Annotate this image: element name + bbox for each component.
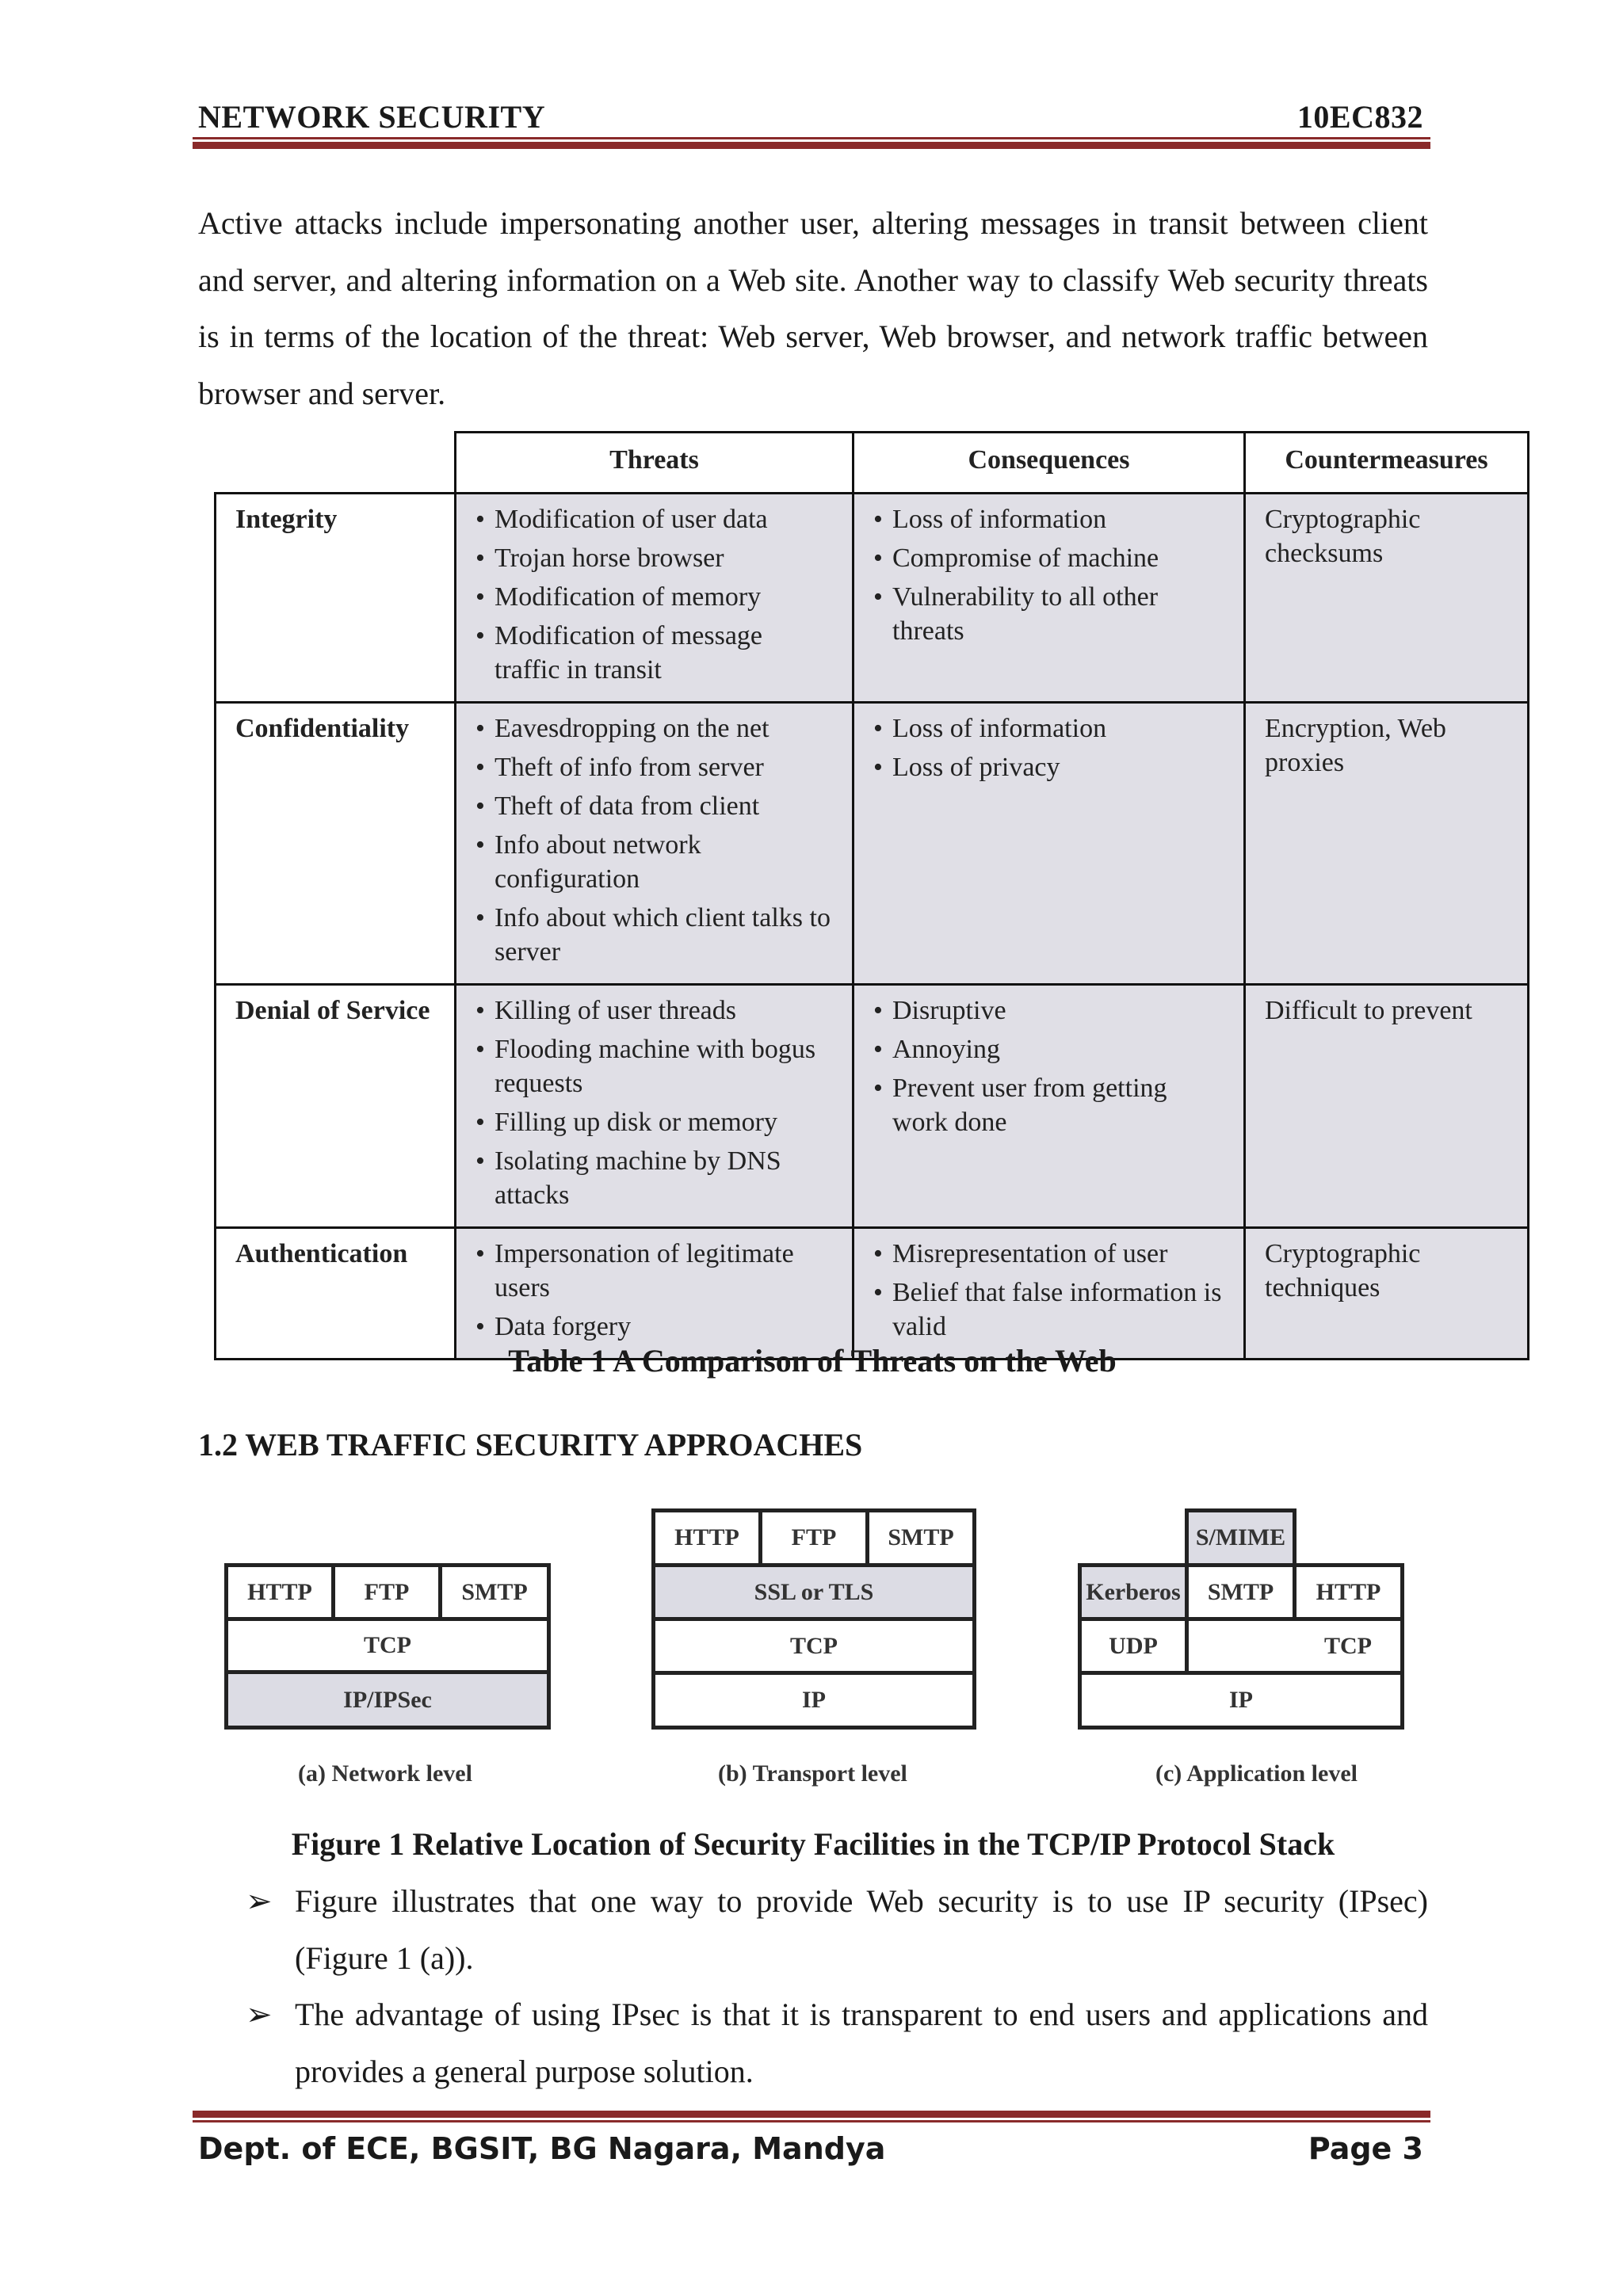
stack-a-ftp: FTP (331, 1563, 442, 1621)
stack-c-smime: S/MIME (1185, 1508, 1296, 1567)
stack-c-kerberos: Kerberos (1078, 1563, 1189, 1621)
stack-c-http: HTTP (1293, 1563, 1404, 1621)
row-category: Integrity (216, 494, 456, 703)
consequence-item: • Loss of privacy (873, 750, 1224, 784)
consequences-cell (854, 985, 1245, 1228)
stack-a-tcp: TCP (224, 1617, 551, 1674)
table-caption: Table 1 A Comparison of Threats on the Web (508, 1343, 1117, 1379)
footer-department: Dept. of ECE, BGSIT, BG Nagara, Mandya (198, 2131, 886, 2166)
threat-item: • Info about which client talks to server (475, 901, 833, 969)
consequence-item: • Compromise of machine (873, 541, 1224, 575)
threat-item: • Flooding machine with bogus requests (475, 1032, 833, 1100)
stack-b-ftp: FTP (758, 1508, 869, 1567)
threat-item: • Filling up disk or memory (475, 1105, 833, 1139)
label-network-level: (a) Network level (298, 1760, 472, 1787)
threat-item: • Modification of memory (475, 580, 833, 614)
threats-cell (456, 494, 854, 703)
table-row-confidentiality (216, 703, 1529, 985)
list-item (198, 1873, 1428, 1986)
threat-item: • Modification of user data (475, 502, 833, 536)
consequences-cell (854, 703, 1245, 985)
arrow-bullet-icon: ➢ (246, 1883, 273, 1919)
threat-item: • Info about network configuration (475, 828, 833, 896)
intro-paragraph: Active attacks include impersonating another user, altering messages in transit between client and server, and altering information on a Web site. Another way to classify Web security threats is in terms of the location of the threat: Web server, Web browser, and network traffic between browser and server. (198, 205, 1428, 411)
col-header-threats: Threats (456, 433, 854, 494)
countermeasures-cell: Encryption, Web proxies (1245, 703, 1529, 985)
threat-item: • Eavesdropping on the net (475, 711, 833, 746)
figure-caption: Figure 1 Relative Location of Security Facilities in the TCP/IP Protocol Stack (291, 1826, 1335, 1862)
footer-rule-thin (193, 2120, 1430, 2122)
threat-item: • Data forgery (475, 1310, 833, 1344)
consequences-cell (854, 1228, 1245, 1360)
consequence-item: • Misrepresentation of user (873, 1237, 1224, 1271)
consequence-item: • Annoying (873, 1032, 1224, 1066)
label-transport-level: (b) Transport level (718, 1760, 907, 1787)
stack-c-tcp: TCP (1185, 1617, 1404, 1675)
table-row-denial-of-service (216, 985, 1529, 1228)
table-corner (216, 433, 456, 494)
bullet-list (198, 1873, 1428, 2100)
consequence-item: • Vulnerability to all other threats (873, 580, 1224, 648)
stack-c-smtp: SMTP (1185, 1563, 1296, 1621)
threats-cell (456, 703, 854, 985)
stack-b-http: HTTP (651, 1508, 762, 1567)
table-header-row (216, 433, 1529, 494)
stack-a-ip-ipsec: IP/IPSec (224, 1670, 551, 1730)
consequence-item: • Loss of information (873, 711, 1224, 746)
consequence-item: • Disruptive (873, 994, 1224, 1028)
consequence-item: • Loss of information (873, 502, 1224, 536)
stack-a-smtp: SMTP (438, 1563, 551, 1621)
header-rule-thick (193, 142, 1430, 149)
row-category: Confidentiality (216, 703, 456, 985)
threat-item: • Modification of message traffic in transit (475, 619, 833, 687)
row-category: Authentication (216, 1228, 456, 1360)
countermeasures-cell: Cryptographic techniques (1245, 1228, 1529, 1360)
arrow-bullet-icon: ➢ (246, 1997, 273, 2032)
stack-b-smtp: SMTP (865, 1508, 976, 1567)
stack-network-level (224, 1563, 551, 1730)
threat-item: • Trojan horse browser (475, 541, 833, 575)
stack-a-http: HTTP (224, 1563, 335, 1621)
stack-b-tcp: TCP (651, 1617, 976, 1675)
threats-cell (456, 1228, 854, 1360)
table-row-authentication (216, 1228, 1529, 1360)
threat-item: • Theft of data from client (475, 789, 833, 823)
header-rule-thin (193, 137, 1430, 139)
col-header-consequences: Consequences (854, 433, 1245, 494)
stack-transport-level (651, 1508, 976, 1730)
stack-c-udp: UDP (1078, 1617, 1189, 1675)
row-category: Denial of Service (216, 985, 456, 1228)
threats-cell (456, 985, 854, 1228)
consequence-item: • Prevent user from getting work done (873, 1071, 1224, 1139)
table-row-integrity (216, 494, 1529, 703)
countermeasures-cell: Cryptographic checksums (1245, 494, 1529, 703)
countermeasures-cell: Difficult to prevent (1245, 985, 1529, 1228)
threat-item: • Impersonation of legitimate users (475, 1237, 833, 1305)
label-application-level: (c) Application level (1155, 1760, 1358, 1787)
consequence-item: • Belief that false information is valid (873, 1276, 1224, 1344)
consequences-cell (854, 494, 1245, 703)
threat-item: • Theft of info from server (475, 750, 833, 784)
stack-application-level (1078, 1508, 1404, 1730)
threats-table (214, 431, 1529, 1360)
col-header-countermeasures: Countermeasures (1245, 433, 1529, 494)
list-item (198, 1986, 1428, 2100)
threat-item: • Killing of user threads (475, 994, 833, 1028)
threat-item: • Isolating machine by DNS attacks (475, 1144, 833, 1212)
stack-b-ssl-tls: SSL or TLS (651, 1563, 976, 1621)
section-title: 1.2 WEB TRAFFIC SECURITY APPROACHES (198, 1427, 863, 1463)
bullet-text: The advantage of using IPsec is that it is transparent to end users and applications and provides a general purpose solution. (295, 1997, 1428, 2089)
stack-b-ip: IP (651, 1671, 976, 1730)
header-title: NETWORK SECURITY (198, 99, 546, 135)
footer-page-number: Page 3 (1308, 2131, 1423, 2166)
stack-c-ip: IP (1078, 1671, 1404, 1730)
header-course-code: 10EC832 (1296, 99, 1423, 135)
footer-rule-thick (193, 2111, 1430, 2118)
bullet-text: Figure illustrates that one way to provide Web security is to use IP security (IPsec) (Figure 1 (a)). (295, 1883, 1428, 1976)
